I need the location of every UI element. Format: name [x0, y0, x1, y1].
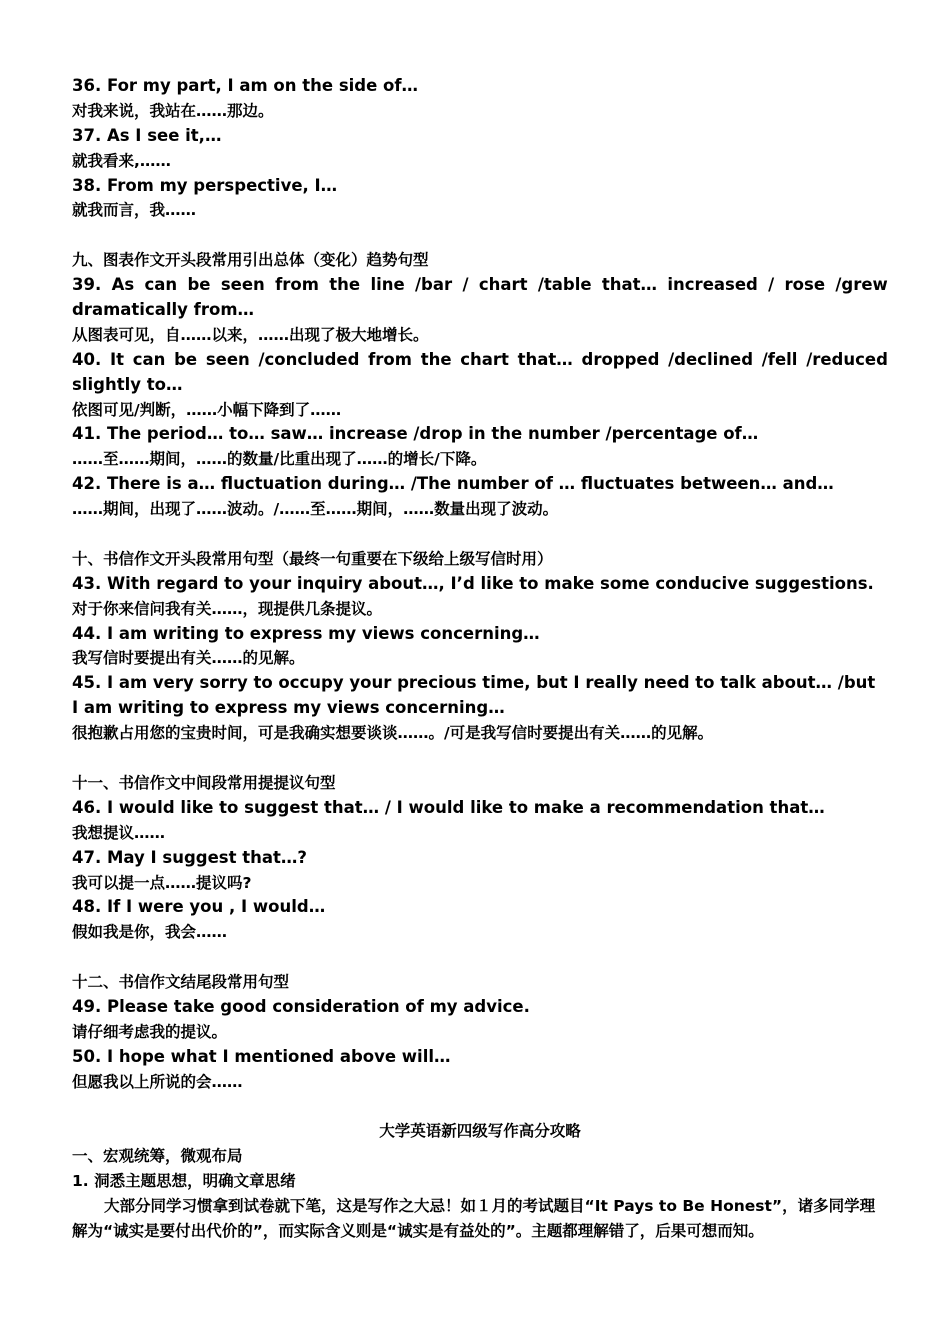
phrase-45-line2: I am writing to express my views concerning… — [72, 698, 505, 718]
phrase-37-translation: 就我看来,…… — [72, 151, 171, 170]
word: /bar — [415, 275, 453, 295]
word: chart — [460, 349, 509, 369]
word: chart — [478, 275, 528, 295]
word: increased — [667, 275, 758, 295]
word: rose — [784, 275, 826, 295]
word: seen — [205, 349, 250, 369]
word: / — [768, 275, 775, 295]
spacer — [72, 1095, 888, 1120]
phrase-36-translation: 对我来说，我站在……那边。 — [72, 101, 274, 120]
phrase-45-translation: 很抱歉占用您的宝贵时间，可是我确实想要谈谈……。/可是我写信时要提出有关……的见解。 — [72, 724, 714, 743]
phrase-39-translation: 从图表可见，自……以来，……出现了极大地增长。 — [72, 325, 429, 344]
word: As — [111, 275, 135, 295]
phrase-41: 41. The period… to… saw… increase /drop in the number /percentage of… — [72, 424, 759, 444]
word: /concluded — [258, 349, 360, 369]
spacer — [72, 945, 888, 970]
section-heading-10: 十、书信作文开头段常用句型（最终一句重要在下级给上级写信时用） — [72, 549, 553, 568]
phrase-40-line1 — [72, 348, 888, 373]
phrase-50: 50. I hope what I mentioned above will… — [72, 1046, 451, 1066]
phrase-48: 48. If I were you , I would… — [72, 897, 326, 917]
word: from — [368, 349, 412, 369]
section-heading-12: 十二、书信作文结尾段常用句型 — [72, 973, 290, 992]
phrase-46: 46. I would like to suggest that… / I would like to make a recommendation that… — [72, 797, 825, 817]
spacer — [72, 223, 888, 248]
article-title: 大学英语新四级写作高分攻略 — [379, 1122, 581, 1141]
word: the — [329, 275, 361, 295]
phrase-39-line1 — [72, 273, 888, 298]
word: can — [144, 275, 178, 295]
phrase-41-translation: ……至……期间，……的数量/比重出现了……的增长/下降。 — [72, 450, 487, 469]
word: that… — [601, 275, 658, 295]
word: / — [462, 275, 469, 295]
article-section-heading: 一、宏观统筹，微观布局 — [72, 1147, 243, 1166]
phrase-47: 47. May I suggest that…? — [72, 847, 307, 867]
phrase-40-line2: slightly to… — [72, 374, 183, 394]
word: dropped — [581, 349, 660, 369]
phrase-37: 37. As I see it,… — [72, 125, 222, 145]
phrase-39-line2: dramatically from… — [72, 300, 255, 320]
article-subsection-heading: 1. 洞悉主题思想，明确文章思绪 — [72, 1172, 296, 1191]
phrase-42: 42. There is a… fluctuation during… /The number of … fluctuates between… and… — [72, 474, 834, 494]
phrase-49: 49. Please take good consideration of my advice. — [72, 996, 530, 1016]
phrase-45-line1: 45. I am very sorry to occupy your precious time, but I really need to talk about… /but — [72, 673, 876, 693]
phrase-43-translation: 对于你来信问我有关……，现提供几条提议。 — [72, 599, 383, 618]
phrase-40-translation: 依图可见/判断，……小幅下降到了…… — [72, 400, 342, 419]
word: be — [187, 275, 211, 295]
phrase-48-translation: 假如我是你，我会…… — [72, 923, 228, 942]
phrase-47-translation: 我可以提一点……提议吗? — [72, 873, 252, 892]
word: seen — [220, 275, 265, 295]
word: /reduced — [806, 349, 888, 369]
section-heading-9: 九、图表作文开头段常用引出总体（变化）趋势句型 — [72, 251, 429, 270]
word: can — [132, 349, 166, 369]
phrase-42-translation: ……期间，出现了……波动。/……至……期间，……数量出现了波动。 — [72, 500, 559, 519]
spacer — [72, 522, 888, 547]
phrase-38-translation: 就我而言，我…… — [72, 201, 197, 220]
word: 40. — [72, 349, 102, 369]
article-paragraph: 大部分同学习惯拿到试卷就下笔，这是写作之大忌！如１月的考试题目“It Pays to Be Honest”，诸多同学理解为“诚实是要付出代价的”，而实际含义则是“诚实是有益处的”。主题都理解错了，后果可想而知。 — [72, 1197, 876, 1240]
phrase-36: 36. For my part, I am on the side of… — [72, 76, 419, 95]
spacer — [72, 746, 888, 771]
word: line — [370, 275, 405, 295]
word: 39. — [72, 275, 102, 295]
word: be — [174, 349, 198, 369]
word: the — [420, 349, 452, 369]
word: /grew — [835, 275, 888, 295]
word: that… — [517, 349, 573, 369]
word: /table — [537, 275, 592, 295]
phrase-43: 43. With regard to your inquiry about…, I’d like to make some conducive suggestions. — [72, 573, 874, 593]
word: /fell — [761, 349, 798, 369]
word: from — [275, 275, 319, 295]
phrase-46-translation: 我想提议…… — [72, 823, 166, 842]
phrase-49-translation: 请仔细考虑我的提议。 — [72, 1022, 228, 1041]
phrase-50-translation: 但愿我以上所说的会…… — [72, 1072, 243, 1091]
phrase-38: 38. From my perspective, I… — [72, 175, 338, 195]
phrase-44: 44. I am writing to express my views concerning… — [72, 623, 540, 643]
word: It — [109, 349, 124, 369]
section-heading-11: 十一、书信作文中间段常用提提议句型 — [72, 773, 336, 792]
word: /declined — [668, 349, 754, 369]
phrase-44-translation: 我写信时要提出有关……的见解。 — [72, 649, 305, 668]
